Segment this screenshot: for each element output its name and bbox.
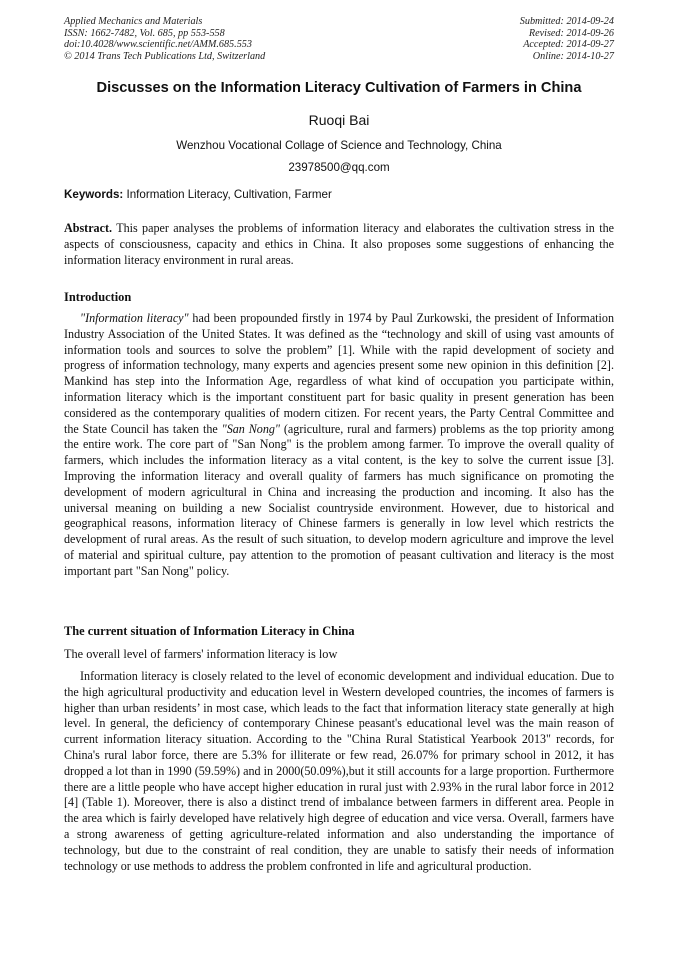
- section2-paragraph: Information literacy is closely related to the level of economic development and individual education. Due to the high agricultural productivity and education level in Western developed countries, the incomes of farmers is higher than urban residents’ in most case, which leads to the fact that information literacy state generally at high level. In general, the deficiency of contemporary Chinese peasant's educational level was the main reason of current information literacy situation. According to the "China Rural Statistical Yearbook 2013" records, for China's rural labor force, there are 5.3% for illiterate or few read, 26.07% for primary school in 2012, it has dropped a lot than in 1990 (59.59%) and in 2000(50.09%),but it still accounts for a large proportion. Furthermore there are a little people who have accept higher education in rural just with 2.93% in the rural labor force in 2012 [4] (Table 1). Moreover, there is also a distinct trend of imbalance between farmers in different area. People in the area which is fairly developed have relatively high degree of education and vice versa. Overall, farmers have a strong awareness of getting agriculture-related information and also understanding the importance of technology, but due to the constraint of real condition, they are unable to satisfy their needs of information technology or use methods to address the problem confronted in life and agricultural production.: [64, 669, 614, 873]
- intro-term: "Information literacy": [80, 311, 189, 325]
- author-name: Ruoqi Bai: [308, 112, 370, 128]
- date-submitted: Submitted: 2014-09-24: [519, 16, 614, 27]
- abstract: [64, 221, 614, 268]
- publication-dates: [520, 16, 614, 62]
- date-online: Online: 2014-10-27: [532, 50, 614, 62]
- introduction-heading: Introduction: [64, 290, 132, 304]
- journal-name: Applied Mechanics and Materials: [64, 16, 203, 27]
- journal-doi: doi:10.4028/www.scientific.net/AMM.685.553: [64, 39, 252, 51]
- intro-text-part2: (agriculture, rural and farmers) problems as the top priority among the entire work. The core part of "San Nong" is the problem among farmer. To improve the overall quality of farmers, which includes the information literacy as a vital content, is the key to solve the current issue [3]. Improving the information literacy and overall quality of farmers has much significance on promoting the development of modern agricultural in China and increasing the production and incoming. It also has the universal meaning on building a new Socialist countryside environment. However, due to historical and geographical reasons, information literacy of Chinese farmers is generally in low level which restricts the development of rural areas. As the result of such situation, to develop modern agriculture and improve the level of material and spiritual culture, pay attention to the promotion of peasant cultivation and literacy is the most important part "San Nong" policy.: [64, 421, 614, 578]
- paper-title: Discusses on the Information Literacy Cultivation of Farmers in China: [96, 80, 582, 96]
- journal-info: [64, 16, 265, 62]
- intro-term-san-nong: "San Nong": [221, 421, 281, 436]
- abstract-text: This paper analyses the problems of information literacy and elaborates the cultivation stress in the aspects of consciousness, capacity and ethics in China. It also proposes some suggestions of enhancing the information literacy environment in rural areas.: [64, 221, 614, 267]
- keywords-label: Keywords:: [64, 188, 124, 201]
- journal-issn: ISSN: 1662-7482, Vol. 685, pp 553-558: [64, 27, 225, 39]
- keywords: [64, 188, 614, 201]
- journal-copyright: © 2014 Trans Tech Publications Ltd, Switzerland: [64, 50, 266, 62]
- author-affiliation: Wenzhou Vocational Collage of Science and Technology, China: [176, 139, 502, 152]
- abstract-label: Abstract.: [64, 221, 113, 235]
- introduction-paragraph: [64, 311, 614, 580]
- keywords-text: Information Literacy, Cultivation, Farmer: [126, 188, 332, 201]
- date-accepted: Accepted: 2014-09-27: [523, 39, 614, 51]
- intro-text-part1: had been propounded firstly in 1974 by Paul Zurkowski, the president of Information Industry Association of the United States. It was defined as the “technology and skill of using vast amounts of information tools and sources to solve the problem” [1]. While with the rapid development of society and progress of information technology, many experts and agencies present some new opinion in this definition [2]. Mankind has step into the Information Age, regardless of what kind of occupation you participate within, information literacy which is the important constituent part for basic quality in present generation has been considered as the contemporary qualities of modern citizen. For recent years, the Party Central Committee and the State Council has taken the: [64, 311, 614, 436]
- section2-heading: The current situation of Information Literacy in China: [64, 624, 355, 638]
- section2-subheading: The overall level of farmers' information literacy is low: [64, 647, 338, 661]
- date-revised: Revised: 2014-09-26: [528, 27, 614, 39]
- author-email: 23978500@qq.com: [288, 161, 390, 174]
